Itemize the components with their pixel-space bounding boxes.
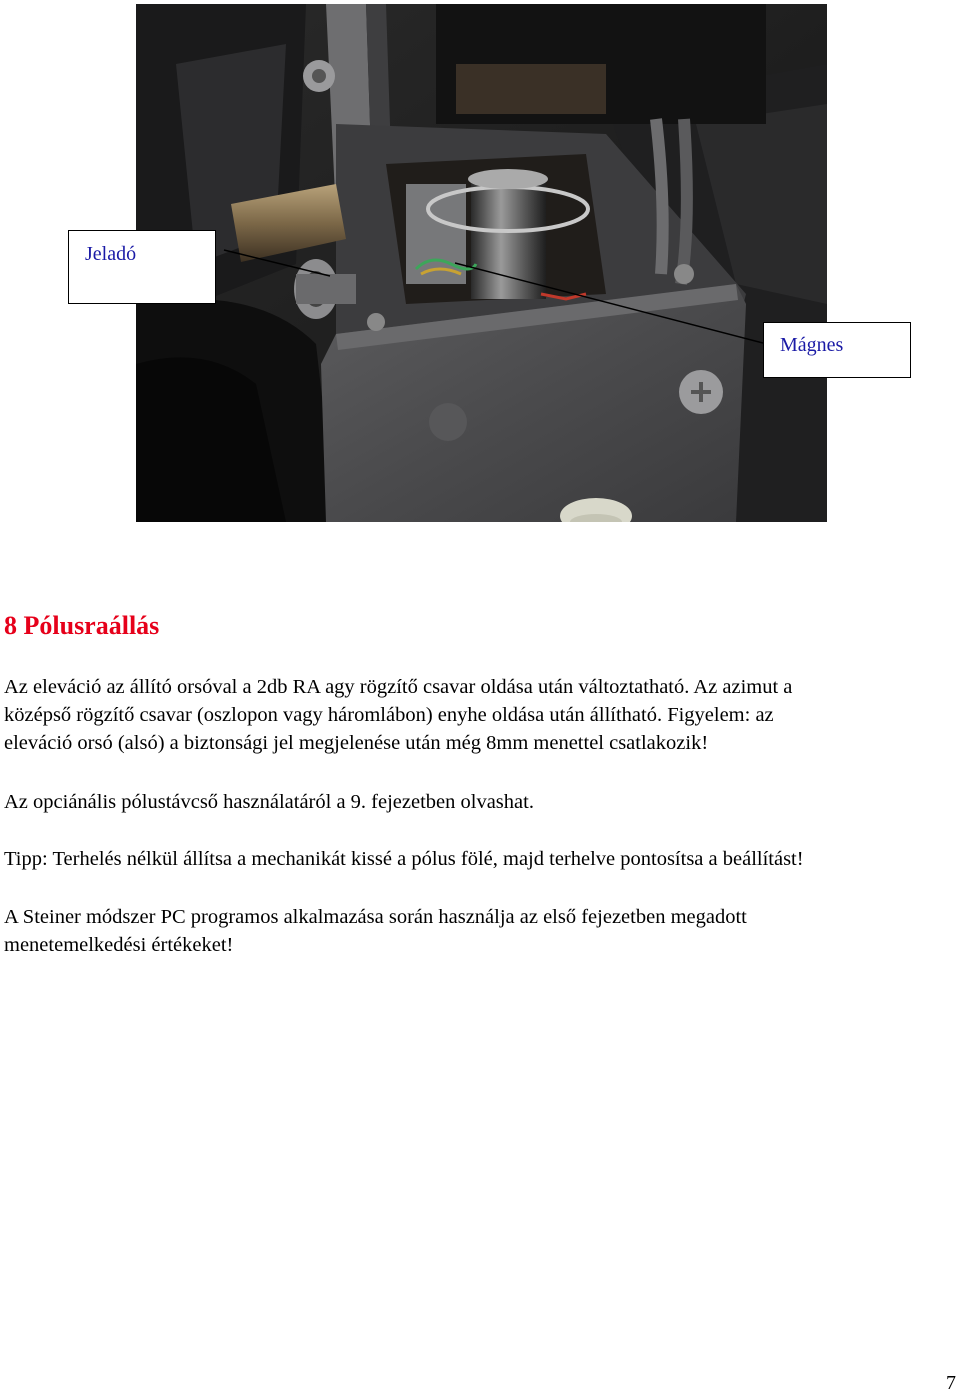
callout-magnet bbox=[763, 322, 911, 378]
paragraph-line: A Steiner módszer PC programos alkalmazása során használja az első fejezetben megadott bbox=[4, 906, 747, 928]
paragraph-line: középső rögzítő csavar (oszlopon vagy háromlábon) enyhe oldása után állítható. Figyelem: az bbox=[4, 704, 774, 726]
paragraph-line: Az eleváció az állító orsóval a 2db RA agy rögzítő csavar oldása után változtatható. Az azimut a bbox=[4, 676, 793, 698]
section-heading: 8 Pólusraállás bbox=[4, 611, 160, 640]
callout-transmitter-label: Jeladó bbox=[85, 243, 137, 265]
callout-transmitter bbox=[68, 230, 216, 304]
mount-encoder-photo bbox=[136, 4, 827, 522]
paragraph-polar-scope: Az opciánális pólustávcső használatáról a 9. fejezetben olvashat. bbox=[4, 791, 534, 813]
callout-magnet-label: Mágnes bbox=[780, 334, 844, 356]
page-number: 7 bbox=[946, 1372, 956, 1394]
paragraph-line: eleváció orsó (alsó) a biztonsági jel megjelenése után még 8mm menettel csatlakozik! bbox=[4, 732, 709, 754]
paragraph-line: menetemelkedési értékeket! bbox=[4, 934, 234, 956]
paragraph-steiner bbox=[4, 903, 959, 959]
paragraph-tip: Tipp: Terhelés nélkül állítsa a mechanikát kissé a pólus fölé, majd terhelve pontosítsa a beállítást! bbox=[4, 848, 804, 870]
paragraph-elevation bbox=[4, 673, 959, 757]
